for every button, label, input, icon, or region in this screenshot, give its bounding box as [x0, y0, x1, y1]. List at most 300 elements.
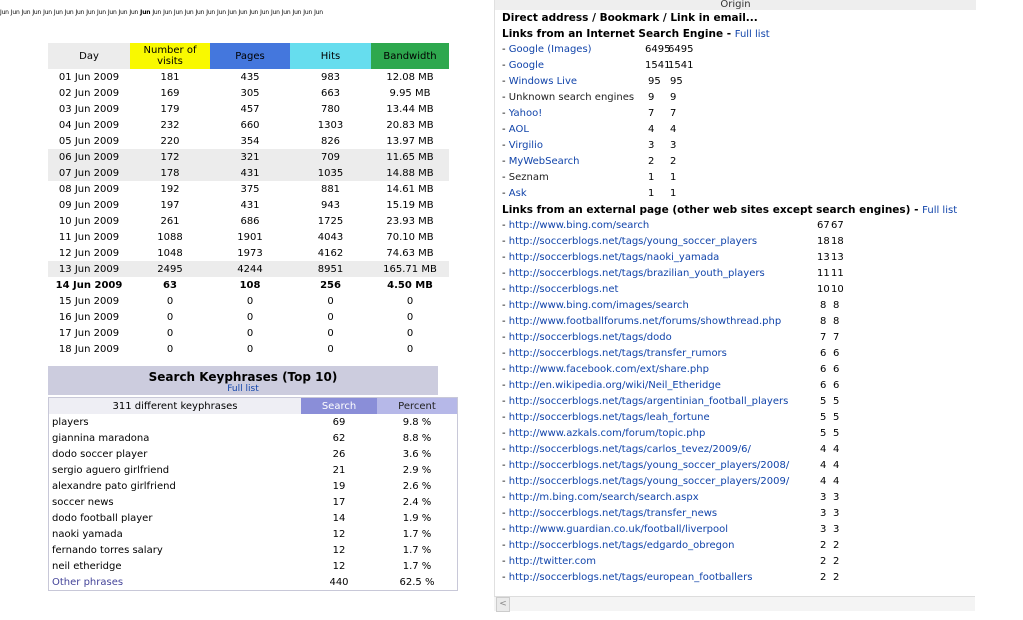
keyphrase-search-count: 19	[332, 480, 346, 492]
header-bandwidth: Bandwidth	[371, 43, 449, 69]
external-page-row: - http://soccerblogs.net/tags/carlos_tevez/2009/6/ 4 4	[495, 442, 976, 458]
external-page-pages: 8	[820, 316, 827, 327]
search-engine-name: Seznam	[508, 172, 549, 183]
keyphrase-row	[49, 526, 458, 542]
origin-header: Origin	[495, 0, 976, 10]
date-axis-label: Jun	[270, 9, 280, 16]
search-engine-hits: 1	[670, 188, 677, 199]
cell-bandwidth: 14.61 MB	[386, 183, 434, 195]
keyphrase-row	[49, 574, 458, 591]
external-page-pages: 4	[820, 476, 827, 487]
external-page-pages: 3	[820, 492, 827, 503]
keyphrase-row	[49, 478, 458, 494]
cell-pages: 435	[240, 71, 260, 83]
cell-visits: 178	[130, 165, 210, 181]
keyphrases-header-row	[49, 398, 458, 415]
search-engines-full-list-link[interactable]: Full list	[734, 29, 770, 40]
date-axis-label: Jun	[292, 9, 302, 16]
external-page-hits: 2	[833, 556, 840, 567]
search-engine-hits: 3	[670, 140, 677, 151]
date-axis-label: Jun	[152, 9, 162, 16]
external-page-link[interactable]: http://en.wikipedia.org/wiki/Neil_Etheridge	[508, 380, 721, 391]
search-engine-link[interactable]: Yahoo!	[508, 108, 543, 119]
date-axis-label: Jun	[75, 9, 85, 16]
search-engine-row: - MyWebSearch 2 2	[495, 154, 976, 170]
date-axis-label: Jun	[53, 9, 63, 16]
keyphrase-text: sergio aguero girlfriend	[52, 464, 170, 476]
cell-day: 03 Jun 2009	[58, 103, 120, 115]
external-page-link[interactable]: http://twitter.com	[508, 556, 597, 567]
external-page-hits: 6	[833, 364, 840, 375]
keyphrase-percent: 8.8 %	[402, 432, 432, 444]
search-engine-name: Unknown search engines	[508, 92, 635, 103]
cell-pages: 375	[240, 183, 260, 195]
date-axis-label: Jun	[249, 9, 259, 16]
cell-hits: 709	[290, 149, 371, 165]
cell-bandwidth: 14.88 MB	[371, 165, 449, 181]
cell-visits: 0	[166, 343, 174, 355]
keyphrases-count-header: 311 different keyphrases	[49, 398, 302, 415]
cell-hits: 0	[327, 295, 334, 307]
cell-day: 12 Jun 2009	[58, 247, 120, 259]
referrers-panel[interactable]	[494, 0, 976, 596]
keyphrase-percent: 2.6 %	[402, 480, 432, 492]
external-page-row: - http://m.bing.com/search/search.aspx 3 3	[495, 490, 976, 506]
cell-pages: 457	[240, 103, 260, 115]
search-engine-link[interactable]: AOL	[508, 124, 529, 135]
cell-pages: 1973	[237, 247, 263, 259]
keyphrase-text: naoki yamada	[52, 528, 123, 540]
date-axis-label: Jun	[184, 9, 194, 16]
cell-bandwidth: 13.97 MB	[386, 135, 434, 147]
keyphrase-search-count: 440	[329, 576, 349, 588]
cell-visits: 172	[130, 149, 210, 165]
cell-visits: 179	[160, 103, 180, 115]
external-page-hits: 2	[833, 572, 840, 583]
daily-stats-row	[48, 229, 449, 245]
external-page-link[interactable]: http://soccerblogs.net	[508, 284, 619, 295]
external-page-row: - http://www.guardian.co.uk/football/liverpool 3 3	[495, 522, 976, 538]
daily-stats-row	[48, 117, 449, 133]
cell-bandwidth: 11.65 MB	[371, 149, 449, 165]
daily-stats-row	[48, 213, 449, 229]
search-engine-pages: 1	[648, 172, 655, 183]
external-page-hits: 5	[833, 396, 840, 407]
external-page-pages: 7	[820, 332, 827, 343]
search-engine-pages: 4	[648, 124, 655, 135]
external-page-link[interactable]: http://soccerblogs.net/tags/transfer_rumors	[508, 348, 727, 359]
date-axis-label: Jun	[206, 9, 216, 16]
daily-stats-row	[48, 85, 449, 101]
external-page-link[interactable]: http://soccerblogs.net/tags/dodo	[508, 332, 672, 343]
daily-stats-row	[48, 149, 449, 165]
cell-hits: 780	[320, 103, 341, 115]
external-page-hits: 6	[833, 348, 840, 359]
external-pages-full-list-link[interactable]: Full list	[922, 205, 958, 216]
cell-pages: 0	[246, 343, 254, 355]
external-page-link[interactable]: http://soccerblogs.net/tags/argentinian_football_players	[508, 396, 789, 407]
cell-visits: 192	[160, 183, 180, 195]
cell-bandwidth: 12.08 MB	[386, 71, 434, 83]
external-page-hits: 8	[833, 316, 840, 327]
date-axis-label: Jun	[129, 9, 139, 16]
keyphrases-body	[49, 414, 458, 591]
cell-visits: 0	[166, 311, 174, 323]
external-page-link[interactable]: http://soccerblogs.net/tags/leah_fortune	[508, 412, 710, 423]
keyphrase-text: dodo football player	[52, 512, 153, 524]
external-page-row: - http://soccerblogs.net 10 10	[495, 282, 976, 298]
search-engine-row: - Unknown search engines 9 9	[495, 90, 976, 106]
external-page-pages: 5	[820, 428, 827, 439]
scroll-left-arrow-icon[interactable]: <	[496, 597, 510, 612]
search-engine-pages: 1541	[645, 60, 671, 71]
external-page-pages: 3	[820, 508, 827, 519]
external-page-pages: 13	[817, 252, 830, 263]
search-engine-row: - Google 1541 1541	[495, 58, 976, 74]
cell-hits: 983	[320, 71, 341, 83]
external-page-pages: 10	[817, 284, 830, 295]
external-page-link[interactable]: http://soccerblogs.net/tags/brazilian_youth_players	[508, 268, 765, 279]
keyphrase-search-count: 26	[332, 448, 346, 460]
cell-pages: 108	[239, 279, 261, 291]
keyphrase-percent: 9.8 %	[402, 416, 432, 428]
external-page-link[interactable]: http://soccerblogs.net/tags/young_soccer_players	[508, 236, 758, 247]
external-page-row: - http://soccerblogs.net/tags/edgardo_obregon 2 2	[495, 538, 976, 554]
cell-hits: 0	[327, 327, 334, 339]
search-engine-link[interactable]: Virgilio	[508, 140, 543, 151]
cell-bandwidth: 20.83 MB	[386, 119, 434, 131]
cell-visits: 1088	[157, 231, 183, 243]
search-engine-link[interactable]: Windows Live	[508, 76, 578, 87]
search-engine-link[interactable]: MyWebSearch	[508, 156, 580, 167]
cell-day: 07 Jun 2009	[48, 165, 130, 181]
cell-day: 11 Jun 2009	[58, 231, 120, 243]
cell-hits: 0	[327, 311, 334, 323]
keyphrase-percent: 2.9 %	[402, 464, 432, 476]
search-engine-hits: 9	[670, 92, 677, 103]
keyphrase-row	[49, 430, 458, 446]
external-page-hits: 6	[833, 380, 840, 391]
external-page-pages: 2	[820, 540, 827, 551]
keyphrase-percent: 1.7 %	[402, 528, 432, 540]
cell-hits: 256	[320, 279, 341, 291]
cell-day: 10 Jun 2009	[58, 215, 120, 227]
date-axis-label: Jun	[195, 9, 205, 16]
external-page-hits: 2	[833, 540, 840, 551]
keyphrases-full-list-link[interactable]: Full list	[227, 384, 259, 394]
search-engine-pages: 6495	[645, 44, 671, 55]
daily-stats-row	[48, 277, 449, 293]
search-engine-row: - Google (Images) 6495 6495	[495, 42, 976, 58]
date-axis-label: Jun	[217, 9, 226, 16]
external-page-link[interactable]: http://www.guardian.co.uk/football/liverpool	[508, 524, 729, 535]
date-axis-label: Jun	[314, 9, 323, 16]
external-page-row: - http://soccerblogs.net/tags/young_soccer_players 18 18	[495, 234, 976, 250]
cell-visits: 232	[160, 119, 180, 131]
header-day: Day	[48, 43, 130, 69]
cell-bandwidth: 70.10 MB	[386, 231, 434, 243]
cell-pages: 0	[246, 311, 254, 323]
cell-bandwidth: 74.63 MB	[386, 247, 434, 259]
search-engine-pages: 7	[648, 108, 655, 119]
keyphrase-percent: 1.9 %	[402, 512, 432, 524]
cell-bandwidth: 0	[406, 327, 414, 339]
cell-hits: 943	[320, 199, 341, 211]
keyphrase-text: players	[52, 416, 89, 428]
direct-address-label: Direct address / Bookmark / Link in email...	[502, 12, 758, 24]
external-page-link[interactable]: http://soccerblogs.net/tags/european_footballers	[508, 572, 753, 583]
date-axis-label: Jun	[260, 9, 269, 16]
cell-hits: 1303	[317, 119, 344, 131]
date-axis-label: Jun	[43, 9, 52, 16]
search-engine-pages: 2	[648, 156, 655, 167]
search-engine-pages: 3	[648, 140, 655, 151]
date-axis-label: Jun	[281, 9, 291, 16]
external-page-hits: 18	[831, 236, 844, 247]
cell-day: 18 Jun 2009	[58, 343, 120, 355]
keyphrase-row	[49, 446, 458, 462]
cell-hits: 1035	[290, 165, 371, 181]
cell-day: 17 Jun 2009	[58, 327, 120, 339]
search-engine-pages: 95	[648, 76, 661, 87]
keyphrase-search-count: 69	[332, 416, 346, 428]
keyphrase-row	[49, 494, 458, 510]
external-page-row: - http://soccerblogs.net/tags/young_soccer_players/2009/ 4 4	[495, 474, 976, 490]
cell-hits: 663	[320, 87, 341, 99]
external-page-row: - http://soccerblogs.net/tags/transfer_rumors 6 6	[495, 346, 976, 362]
cell-day: 04 Jun 2009	[58, 119, 120, 131]
external-page-link[interactable]: http://soccerblogs.net/tags/edgardo_obregon	[508, 540, 735, 551]
external-pages-label: Links from an external page (other web sites except search engines)	[502, 204, 911, 216]
external-page-pages: 67	[817, 220, 830, 231]
keyphrase-search-count: 12	[332, 544, 346, 556]
cell-visits: 0	[166, 295, 174, 307]
cell-hits: 4043	[317, 231, 344, 243]
external-page-pages: 2	[820, 556, 827, 567]
date-axis-strip	[0, 9, 492, 21]
keyphrase-text: neil etheridge	[52, 560, 122, 572]
search-engine-pages: 9	[648, 92, 655, 103]
search-engine-row: - Ask 1 1	[495, 186, 976, 202]
keyphrase-text: dodo soccer player	[52, 448, 148, 460]
keyphrase-row	[49, 510, 458, 526]
external-page-hits: 11	[831, 268, 844, 279]
keyphrase-row	[49, 414, 458, 430]
horizontal-scrollbar[interactable]	[494, 596, 975, 611]
header-visits: Number of visits	[130, 43, 210, 69]
external-page-pages: 6	[820, 380, 827, 391]
cell-pages: 1901	[237, 231, 263, 243]
external-page-pages: 4	[820, 444, 827, 455]
daily-stats-row	[48, 69, 449, 85]
search-engines-list	[495, 42, 976, 202]
cell-day: 06 Jun 2009	[48, 149, 130, 165]
cell-visits: 197	[160, 199, 180, 211]
external-page-pages: 18	[817, 236, 830, 247]
keyphrases-table	[48, 397, 458, 591]
cell-bandwidth: 15.19 MB	[386, 199, 434, 211]
external-page-row: - http://www.facebook.com/ext/share.php 6 6	[495, 362, 976, 378]
cell-day: 15 Jun 2009	[58, 295, 120, 307]
search-engine-pages: 1	[648, 188, 655, 199]
external-page-link[interactable]: http://soccerblogs.net/tags/naoki_yamada	[508, 252, 720, 263]
date-axis-label: Jun	[107, 9, 117, 16]
cell-bandwidth: 0	[406, 343, 414, 355]
external-page-row: - http://www.bing.com/images/search 8 8	[495, 298, 976, 314]
keyphrase-search-count: 62	[332, 432, 346, 444]
cell-visits: 2495	[130, 261, 210, 277]
external-page-link[interactable]: http://soccerblogs.net/tags/transfer_news	[508, 508, 718, 519]
external-page-row: - http://www.bing.com/search 67 67	[495, 218, 976, 234]
cell-pages: 686	[240, 215, 260, 227]
external-page-link[interactable]: http://www.footballforums.net/forums/showthread.php	[508, 316, 782, 327]
keyphrase-row	[49, 462, 458, 478]
search-engine-link[interactable]: Google (Images)	[508, 44, 592, 55]
external-page-row: - http://soccerblogs.net/tags/leah_fortune 5 5	[495, 410, 976, 426]
external-page-row: - http://soccerblogs.net/tags/young_soccer_players/2008/ 4 4	[495, 458, 976, 474]
keyphrase-search-count: 12	[332, 528, 346, 540]
external-page-hits: 7	[833, 332, 840, 343]
header-pages: Pages	[210, 43, 290, 69]
external-page-link[interactable]: http://m.bing.com/search/search.aspx	[508, 492, 699, 503]
cell-day: 14 Jun 2009	[55, 279, 123, 291]
external-page-link[interactable]: http://soccerblogs.net/tags/young_soccer_players/2008/	[508, 460, 790, 471]
keyphrase-text: giannina maradona	[52, 432, 150, 444]
external-page-pages: 11	[817, 268, 830, 279]
keyphrase-search-count: 12	[332, 560, 346, 572]
cell-hits: 881	[320, 183, 341, 195]
external-page-row: - http://soccerblogs.net/tags/dodo 7 7	[495, 330, 976, 346]
external-page-hits: 4	[833, 444, 840, 455]
external-page-hits: 8	[833, 300, 840, 311]
daily-stats-row	[48, 181, 449, 197]
search-engine-hits: 4	[670, 124, 677, 135]
keyphrases-search-header: Search	[301, 398, 377, 415]
daily-stats-row	[48, 165, 449, 181]
cell-pages: 0	[246, 295, 254, 307]
daily-stats-body	[48, 69, 449, 357]
external-page-pages: 4	[820, 460, 827, 471]
cell-day: 13 Jun 2009	[48, 261, 130, 277]
header-hits: Hits	[290, 43, 371, 69]
cell-bandwidth: 0	[406, 295, 414, 307]
keyphrase-row	[49, 542, 458, 558]
date-axis-label: Jun	[163, 9, 172, 16]
search-engine-row: - Virgilio 3 3	[495, 138, 976, 154]
daily-stats-row	[48, 309, 449, 325]
keyphrase-text: alexandre pato girlfriend	[52, 480, 176, 492]
search-engine-link[interactable]: Google	[508, 60, 545, 71]
cell-visits: 220	[160, 135, 180, 147]
external-page-row: - http://www.footballforums.net/forums/showthread.php 8 8	[495, 314, 976, 330]
search-engine-hits: 1541	[668, 60, 694, 71]
external-page-hits: 13	[831, 252, 844, 263]
cell-bandwidth: 4.50 MB	[387, 279, 433, 291]
keyphrase-text: soccer news	[52, 496, 114, 508]
daily-stats-row	[48, 325, 449, 341]
external-page-link[interactable]: http://www.bing.com/search	[508, 220, 650, 231]
cell-visits: 181	[160, 71, 180, 83]
keyphrase-percent: 3.6 %	[402, 448, 432, 460]
external-page-pages: 2	[820, 572, 827, 583]
keyphrase-text: fernando torres salary	[52, 544, 163, 556]
external-page-hits: 5	[833, 412, 840, 423]
external-page-row: - http://soccerblogs.net/tags/naoki_yamada 13 13	[495, 250, 976, 266]
search-engine-hits: 1	[670, 172, 677, 183]
search-engine-hits: 2	[670, 156, 677, 167]
cell-bandwidth: 13.44 MB	[386, 103, 434, 115]
external-page-row: - http://soccerblogs.net/tags/brazilian_youth_players 11 11	[495, 266, 976, 282]
keyphrase-percent: 62.5 %	[399, 576, 435, 588]
cell-hits: 4162	[317, 247, 344, 259]
search-engine-hits: 7	[670, 108, 677, 119]
date-axis-label: Jun	[86, 9, 96, 16]
keyphrases-header	[48, 366, 438, 395]
external-page-pages: 3	[820, 524, 827, 535]
date-axis-label: Jun	[21, 9, 31, 16]
external-page-link[interactable]: http://www.facebook.com/ext/share.php	[508, 364, 709, 375]
search-engine-link[interactable]: Ask	[508, 188, 527, 199]
search-engine-row: - Windows Live 95 95	[495, 74, 976, 90]
cell-visits: 169	[160, 87, 180, 99]
external-page-pages: 6	[820, 364, 827, 375]
external-page-hits: 3	[833, 524, 840, 535]
external-page-hits: 4	[833, 460, 840, 471]
external-page-link[interactable]: http://soccerblogs.net/tags/young_soccer_players/2009/	[508, 476, 790, 487]
date-axis-label: Jun	[64, 9, 74, 16]
cell-visits: 261	[160, 215, 180, 227]
search-engine-hits: 6495	[668, 44, 694, 55]
keyphrase-percent: 2.4 %	[402, 496, 432, 508]
cell-visits: 1048	[157, 247, 183, 259]
date-axis-label: Jun	[118, 9, 128, 16]
cell-pages: 354	[240, 135, 260, 147]
cell-bandwidth: 23.93 MB	[386, 215, 434, 227]
search-engine-hits: 95	[670, 76, 683, 87]
external-page-link[interactable]: http://www.azkals.com/forum/topic.php	[508, 428, 706, 439]
external-page-link[interactable]: http://www.bing.com/images/search	[508, 300, 689, 311]
cell-pages: 431	[210, 165, 290, 181]
date-axis-label: Jun	[10, 9, 20, 16]
external-page-row: - http://soccerblogs.net/tags/european_footballers 2 2	[495, 570, 976, 586]
daily-stats-row	[48, 261, 449, 277]
daily-stats-row	[48, 101, 449, 117]
external-page-hits: 67	[831, 220, 844, 231]
keyphrases-title: Search Keyphrases (Top 10)	[148, 370, 338, 384]
external-page-hits: 3	[833, 492, 840, 503]
keyphrase-search-count: 17	[332, 496, 346, 508]
daily-stats-row	[48, 245, 449, 261]
date-axis-label: Jun	[140, 9, 151, 16]
external-page-pages: 8	[820, 300, 827, 311]
keyphrase-row	[49, 558, 458, 574]
other-phrases-link[interactable]: Other phrases	[52, 576, 124, 588]
daily-stats-row	[48, 133, 449, 149]
date-axis-label: Jun	[97, 9, 106, 16]
search-engines-label: Links from an Internet Search Engine	[502, 28, 724, 40]
date-axis-label: Jun	[173, 9, 183, 16]
cell-pages: 305	[240, 87, 260, 99]
search-engine-row: - AOL 4 4	[495, 122, 976, 138]
external-page-pages: 6	[820, 348, 827, 359]
cell-bandwidth: 165.71 MB	[371, 261, 449, 277]
cell-day: 16 Jun 2009	[58, 311, 120, 323]
external-page-link[interactable]: http://soccerblogs.net/tags/carlos_tevez/2009/6/	[508, 444, 751, 455]
external-page-row: - http://twitter.com 2 2	[495, 554, 976, 570]
external-page-row: - http://soccerblogs.net/tags/argentinian_football_players 5 5	[495, 394, 976, 410]
cell-pages: 431	[240, 199, 260, 211]
cell-visits: 63	[163, 279, 177, 291]
